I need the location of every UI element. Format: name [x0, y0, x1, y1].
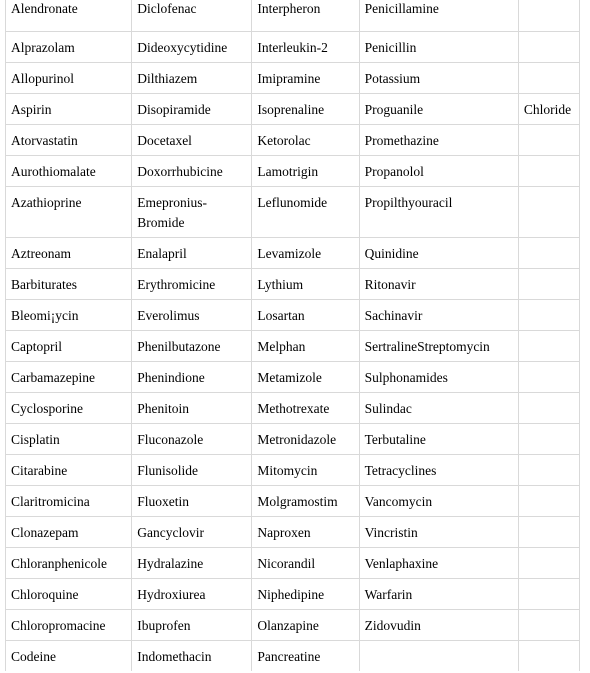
table-cell [359, 362, 518, 393]
table-cell [132, 300, 252, 331]
table-cell [518, 238, 579, 269]
table-cell [359, 424, 518, 455]
drug-name: Gancyclovir [137, 525, 204, 540]
table-row [6, 548, 580, 579]
table-cell [518, 300, 579, 331]
table-cell [518, 393, 579, 424]
table-cell [518, 0, 579, 32]
drug-name: Cyclosporine [11, 401, 83, 416]
drug-name: Docetaxel [137, 133, 192, 148]
table-cell [132, 32, 252, 63]
table-cell [252, 641, 359, 672]
drug-name: Allopurinol [11, 71, 74, 86]
table-cell [132, 486, 252, 517]
table-cell [359, 641, 518, 672]
table-row [6, 486, 580, 517]
table-cell [252, 455, 359, 486]
table-cell [359, 517, 518, 548]
table-row [6, 125, 580, 156]
table-cell [518, 331, 579, 362]
drug-name: Ketorolac [257, 133, 311, 148]
table-cell [252, 63, 359, 94]
drug-name: Flunisolide [137, 463, 198, 478]
table-row [6, 94, 580, 125]
table-cell [6, 63, 132, 94]
table-row [6, 300, 580, 331]
drug-name: Dilthiazem [137, 71, 198, 86]
table-cell [6, 393, 132, 424]
drug-name: Promethazine [364, 133, 439, 148]
table-cell [6, 641, 132, 672]
table-cell [132, 641, 252, 672]
table-cell [132, 125, 252, 156]
drug-name: Carbamazepine [11, 370, 95, 385]
table-cell [132, 362, 252, 393]
table-cell [359, 579, 518, 610]
drug-name: Indomethacin [137, 649, 212, 664]
drug-name: Codeine [11, 649, 56, 664]
drug-name: Interpheron [257, 1, 321, 16]
table-cell [6, 0, 132, 32]
table-cell [359, 300, 518, 331]
drug-name: Methotrexate [257, 401, 330, 416]
table-cell [252, 424, 359, 455]
table-cell [132, 238, 252, 269]
drug-name: Fluconazole [137, 432, 204, 447]
drug-name: Quinidine [364, 246, 419, 261]
drug-name: Penicillamine [364, 1, 439, 16]
table-cell [359, 32, 518, 63]
table-cell [359, 548, 518, 579]
table-cell [359, 486, 518, 517]
table-cell [132, 610, 252, 641]
table-cell [6, 238, 132, 269]
drug-name: Chloride [523, 102, 572, 117]
table-cell [132, 269, 252, 300]
table-cell [6, 300, 132, 331]
drug-name: Doxorrhubicine [137, 164, 223, 179]
table-cell [6, 486, 132, 517]
drug-name: Sachinavir [364, 308, 423, 323]
drug-name: Interleukin-2 [257, 40, 328, 55]
drug-name: Warfarin [364, 587, 413, 602]
drug-name: Niphedipine [257, 587, 325, 602]
table-cell [6, 156, 132, 187]
table-cell [252, 331, 359, 362]
table-cell [6, 610, 132, 641]
table-cell [359, 156, 518, 187]
drug-name: Atorvastatin [11, 133, 78, 148]
table-cell [6, 269, 132, 300]
drug-name: Ibuprofen [137, 618, 191, 633]
table-cell [132, 393, 252, 424]
drug-name: Enalapril [137, 246, 187, 261]
drug-name: Terbutaline [364, 432, 426, 447]
table-cell [518, 579, 579, 610]
drug-name: Melphan [257, 339, 306, 354]
table-cell [518, 424, 579, 455]
drug-name: Erythromicine [137, 277, 216, 292]
table-cell [132, 548, 252, 579]
drug-name: Hydroxiurea [137, 587, 206, 602]
table-row [6, 393, 580, 424]
table-cell [252, 486, 359, 517]
table-row [6, 0, 580, 32]
drug-name: Azathioprine [11, 195, 82, 210]
drug-name: Aurothiomalate [11, 164, 96, 179]
table-cell [359, 187, 518, 238]
drug-name: Zidovudin [364, 618, 421, 633]
table-cell [359, 610, 518, 641]
table-row [6, 269, 580, 300]
table-cell [252, 269, 359, 300]
drug-name: Captopril [11, 339, 62, 354]
table-cell [6, 331, 132, 362]
drug-name: Aztreonam [11, 246, 71, 261]
table-cell [359, 269, 518, 300]
drug-name: Chloranphenicole [11, 556, 107, 571]
table-cell [518, 548, 579, 579]
table-cell [132, 331, 252, 362]
table-row [6, 63, 580, 94]
table-row [6, 156, 580, 187]
table-cell [132, 94, 252, 125]
table-cell [252, 156, 359, 187]
drug-name: Claritromicina [11, 494, 90, 509]
drug-name: Tetracyclines [364, 463, 437, 478]
table-cell [359, 94, 518, 125]
drug-name: Naproxen [257, 525, 311, 540]
table-row [6, 238, 580, 269]
table-cell [6, 424, 132, 455]
drug-name: Isoprenaline [257, 102, 325, 117]
table-cell [6, 187, 132, 238]
table-cell [6, 548, 132, 579]
table-cell [518, 125, 579, 156]
drug-name: Aspirin [11, 102, 52, 117]
drug-name: Leflunomide [257, 195, 328, 210]
drug-name: Phenilbutazone [137, 339, 221, 354]
table-row [6, 579, 580, 610]
table-row [6, 187, 580, 238]
table-row [6, 362, 580, 393]
drug-name: Phenindione [137, 370, 205, 385]
table-cell [6, 94, 132, 125]
drug-name: Lamotrigin [257, 164, 319, 179]
table-cell [132, 187, 252, 238]
drug-name: Bleomi¡ycin [11, 308, 79, 323]
table-cell [132, 156, 252, 187]
table-cell [132, 455, 252, 486]
table-cell [252, 579, 359, 610]
drug-name: Chloroquine [11, 587, 79, 602]
drug-name: Chloropromacine [11, 618, 106, 633]
table-cell [6, 362, 132, 393]
table-cell [518, 94, 579, 125]
table-row [6, 641, 580, 672]
drug-name: Sulindac [364, 401, 412, 416]
table-cell [132, 579, 252, 610]
table-cell [132, 517, 252, 548]
table-cell [518, 610, 579, 641]
table-cell [252, 548, 359, 579]
drug-name: Losartan [257, 308, 305, 323]
table-cell [6, 579, 132, 610]
drug-name: Metamizole [257, 370, 322, 385]
table-cell [518, 641, 579, 672]
table-cell [518, 362, 579, 393]
table-cell [518, 63, 579, 94]
drug-name: Citarabine [11, 463, 68, 478]
table-cell [518, 187, 579, 238]
table-cell [518, 517, 579, 548]
drug-name: Molgramostim [257, 494, 338, 509]
drug-name: Everolimus [137, 308, 200, 323]
table-cell [252, 610, 359, 641]
drug-name: Propilthyouracil [364, 195, 453, 210]
drug-name: Hydralazine [137, 556, 204, 571]
table-cell [252, 32, 359, 63]
table-cell [252, 517, 359, 548]
drug-list-body [6, 0, 580, 671]
drug-name: Olanzapine [257, 618, 319, 633]
drug-name: Nicorandil [257, 556, 316, 571]
table-cell [518, 455, 579, 486]
drug-name: Cisplatin [11, 432, 60, 447]
drug-name: Sulphonamides [364, 370, 448, 385]
table-cell [359, 125, 518, 156]
drug-name: Metronidazole [257, 432, 337, 447]
table-cell [359, 0, 518, 32]
table-cell [252, 94, 359, 125]
drug-name: Pancreatine [257, 649, 321, 664]
table-cell [132, 424, 252, 455]
table-cell [132, 0, 252, 32]
drug-name: Emepronius-Bromide [137, 195, 207, 230]
table-cell [359, 63, 518, 94]
table-row [6, 424, 580, 455]
drug-name: Vancomycin [364, 494, 433, 509]
table-cell [6, 455, 132, 486]
drug-name: Vincristin [364, 525, 418, 540]
drug-name: Proguanile [364, 102, 424, 117]
drug-list-table [5, 0, 580, 671]
drug-name: Mitomycin [257, 463, 318, 478]
table-cell [252, 300, 359, 331]
drug-name: Diclofenac [137, 1, 197, 16]
table-row [6, 517, 580, 548]
table-cell [252, 0, 359, 32]
table-cell [252, 187, 359, 238]
table-cell [132, 63, 252, 94]
table-cell [518, 156, 579, 187]
table-cell [252, 362, 359, 393]
table-cell [6, 517, 132, 548]
drug-name: Barbiturates [11, 277, 77, 292]
table-row [6, 331, 580, 362]
table-cell [359, 331, 518, 362]
drug-name: Ritonavir [364, 277, 416, 292]
table-cell [6, 125, 132, 156]
drug-name: Alprazolam [11, 40, 75, 55]
drug-name: Lythium [257, 277, 304, 292]
drug-name: Potassium [364, 71, 421, 86]
drug-name: Dideoxycytidine [137, 40, 228, 55]
drug-name: Alendronate [11, 1, 78, 16]
table-cell [518, 486, 579, 517]
drug-name: Clonazepam [11, 525, 79, 540]
table-cell [359, 238, 518, 269]
table-cell [6, 32, 132, 63]
drug-name: Fluoxetin [137, 494, 189, 509]
table-cell [359, 393, 518, 424]
table-cell [252, 238, 359, 269]
table-row [6, 32, 580, 63]
drug-name: SertralineStreptomycin [364, 339, 490, 354]
table-row [6, 610, 580, 641]
drug-name: Venlaphaxine [364, 556, 439, 571]
drug-name: Propanolol [364, 164, 424, 179]
drug-name: Penicillin [364, 40, 417, 55]
drug-name: Phenitoin [137, 401, 189, 416]
table-cell [518, 269, 579, 300]
drug-name: Levamizole [257, 246, 322, 261]
table-cell [252, 125, 359, 156]
drug-name: Disopiramide [137, 102, 211, 117]
table-row [6, 455, 580, 486]
table-cell [252, 393, 359, 424]
drug-name: Imipramine [257, 71, 321, 86]
table-cell [518, 32, 579, 63]
table-cell [359, 455, 518, 486]
